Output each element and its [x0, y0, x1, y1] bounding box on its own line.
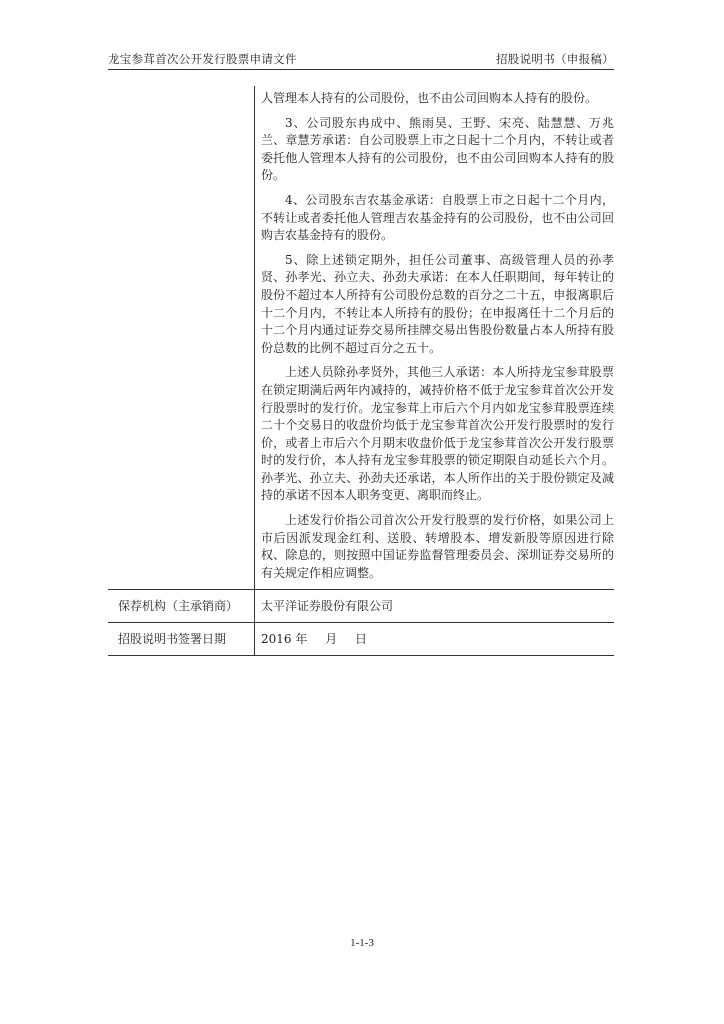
- signing-date-day: 日: [355, 632, 368, 647]
- commitment-paragraph-4: 4、公司股东吉农基金承诺：自股票上市之日起十二个月内，不转让或者委托他人管理吉农基金持有的公司股份，也不由公司回购吉农基金持有的股份。: [261, 192, 614, 243]
- commitment-paragraph-reduction: 上述人员除孙孝贤外，其他三人承诺：本人所持龙宝参茸股票在锁定期满后两年内减持的，减持价格不低于龙宝参茸首次公开发行股票时的发行价。龙宝参茸上市后六个月内如龙宝参茸股票连续二十个交易日的收盘价均低于龙宝参茸首次公开发行股票时的发行价，或者上市后六个月期末收盘价低于龙宝参茸首次公开发行股票时的发行价，本人持有龙宝参茸股票的锁定期限自动延长六个月。孙孝光、孙立夫、孙劲夫还承诺，本人所作出的关于股份锁定及减持的承诺不因本人职务变更、离职而终止。: [261, 365, 614, 503]
- sponsor-label: 保荐机构（主承销商）: [108, 590, 255, 623]
- commitment-paragraph-5: 5、除上述锁定期外，担任公司董事、高级管理人员的孙孝贤、孙孝光、孙立夫、孙劲夫承诺：在本人任职期间，每年转让的股份不超过本人所持有公司股份总数的百分之二十五，申报离职后十二个月内，不转让本人所持有的股份；在申报离任十二个月后的十二个月内通过证券交易所挂牌交易出售股份数量占本人所持有股份总数的比例不超过百分之五十。: [261, 252, 614, 355]
- commitments-label-cell: [108, 86, 255, 590]
- page-number: 1-1-3: [350, 937, 374, 949]
- signing-date-year: 2016 年: [261, 632, 308, 647]
- page-header: [108, 50, 614, 70]
- sponsor-value: 太平洋证券股份有限公司: [255, 590, 615, 623]
- header-document-type: 招股说明书（申报稿）: [496, 52, 614, 66]
- commitments-content-cell: [255, 86, 615, 590]
- signing-date-month: 月: [325, 632, 338, 647]
- signing-date-value: [255, 623, 615, 656]
- prospectus-info-table: [108, 86, 614, 656]
- commitment-paragraph-continuation: 人管理本人持有的公司股份，也不由公司回购本人持有的股份。: [261, 91, 598, 105]
- sponsor-row: [108, 590, 614, 623]
- commitment-paragraph-issue-price: 上述发行价指公司首次公开发行股票的发行价格，如果公司上市后因派发现金红利、送股、转增股本、增发新股等原因进行除权、除息的，则按照中国证券监督管理委员会、深圳证券交易所的有关规定作相应调整。: [261, 513, 614, 580]
- commitments-row: [108, 86, 614, 590]
- signing-date-row: [108, 623, 614, 656]
- commitment-paragraph-3: 3、公司股东冉成中、熊雨昊、王野、宋亮、陆慧慧、万兆兰、章慧芳承诺：自公司股票上市之日起十二个月内，不转让或者委托他人管理本人持有的公司股份，也不由公司回购本人持有的股份。: [261, 115, 614, 183]
- signing-date-label: 招股说明书签署日期: [108, 623, 255, 656]
- header-document-title: 龙宝参茸首次公开发行股票申请文件: [108, 52, 297, 66]
